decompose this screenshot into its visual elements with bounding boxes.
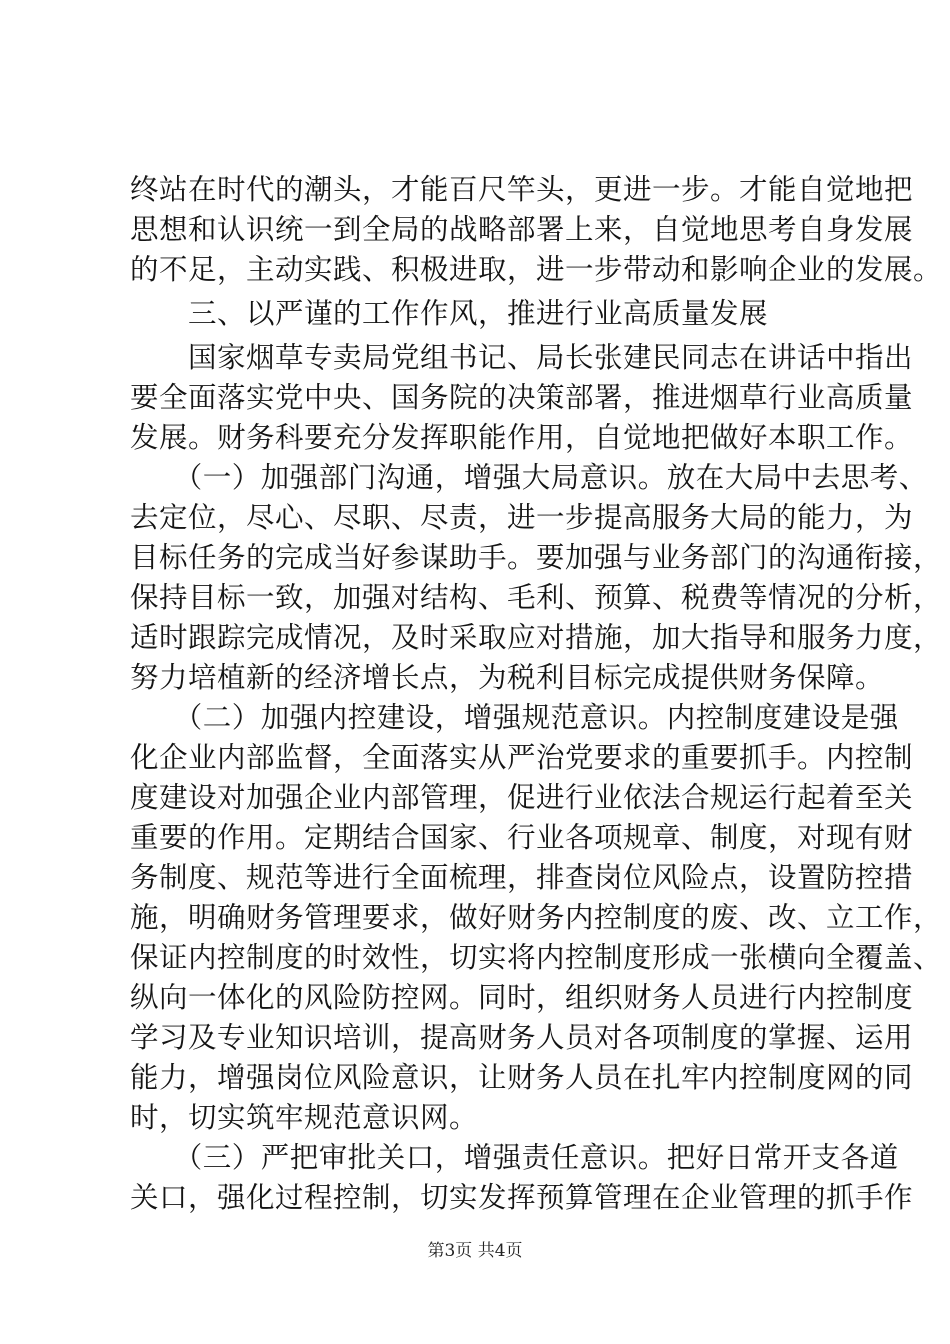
text-line: 关口，强化过程控制，切实发挥预算管理在企业管理的抓手作 — [130, 1181, 914, 1214]
text-line: 务制度、规范等进行全面梳理，排查岗位风险点，设置防控措 — [130, 861, 914, 894]
page-footer: 第3页 共4页 — [427, 1241, 523, 1261]
text-line: 思想和认识统一到全局的战略部署上来，自觉地思考自身发展 — [130, 213, 914, 246]
text-line: 时，切实筑牢规范意识网。 — [130, 1101, 479, 1134]
text-line: （一）加强部门沟通，增强大局意识。放在大局中去思考、 — [130, 461, 928, 494]
text-line: （三）严把审批关口，增强责任意识。把好日常开支各道 — [130, 1141, 899, 1174]
text-line: 发展。财务科要充分发挥职能作用，自觉地把做好本职工作。 — [130, 421, 914, 454]
text-line: 化企业内部监督，全面落实从严治党要求的重要抓手。内控制 — [130, 741, 914, 774]
text-line: 的不足，主动实践、积极进取，进一步带动和影响企业的发展。 — [130, 253, 943, 286]
text-line: 适时跟踪完成情况，及时采取应对措施，加大指导和服务力度， — [130, 621, 943, 654]
text-line: 学习及专业知识培训，提高财务人员对各项制度的掌握、运用 — [130, 1021, 914, 1054]
text-line: 施，明确财务管理要求，做好财务内控制度的废、改、立工作， — [130, 901, 943, 934]
text-line: 去定位，尽心、尽职、尽责，进一步提高服务大局的能力，为 — [130, 501, 914, 534]
text-line: 要全面落实党中央、国务院的决策部署，推进烟草行业高质量 — [130, 381, 914, 414]
text-line: 保证内控制度的时效性，切实将内控制度形成一张横向全覆盖、 — [130, 941, 943, 974]
text-line: 度建设对加强企业内部管理，促进行业依法合规运行起着至关 — [130, 781, 914, 814]
text-line: 国家烟草专卖局党组书记、局长张建民同志在讲话中指出 — [130, 341, 914, 374]
text-line: 纵向一体化的风险防控网。同时，组织财务人员进行内控制度 — [130, 981, 914, 1014]
text-line: 终站在时代的潮头，才能百尺竿头，更进一步。才能自觉地把 — [130, 173, 914, 206]
text-line: 保持目标一致，加强对结构、毛利、预算、税费等情况的分析， — [130, 581, 943, 614]
text-line: 目标任务的完成当好参谋助手。要加强与业务部门的沟通衔接， — [130, 541, 943, 574]
text-line: 能力，增强岗位风险意识，让财务人员在扎牢内控制度网的同 — [130, 1061, 914, 1094]
text-line: 重要的作用。定期结合国家、行业各项规章、制度，对现有财 — [130, 821, 914, 854]
section-heading: 三、以严谨的工作作风，推进行业高质量发展 — [130, 297, 769, 330]
text-line: 努力培植新的经济增长点，为税利目标完成提供财务保障。 — [130, 661, 885, 694]
text-line: （二）加强内控建设，增强规范意识。内控制度建设是强 — [130, 701, 899, 734]
